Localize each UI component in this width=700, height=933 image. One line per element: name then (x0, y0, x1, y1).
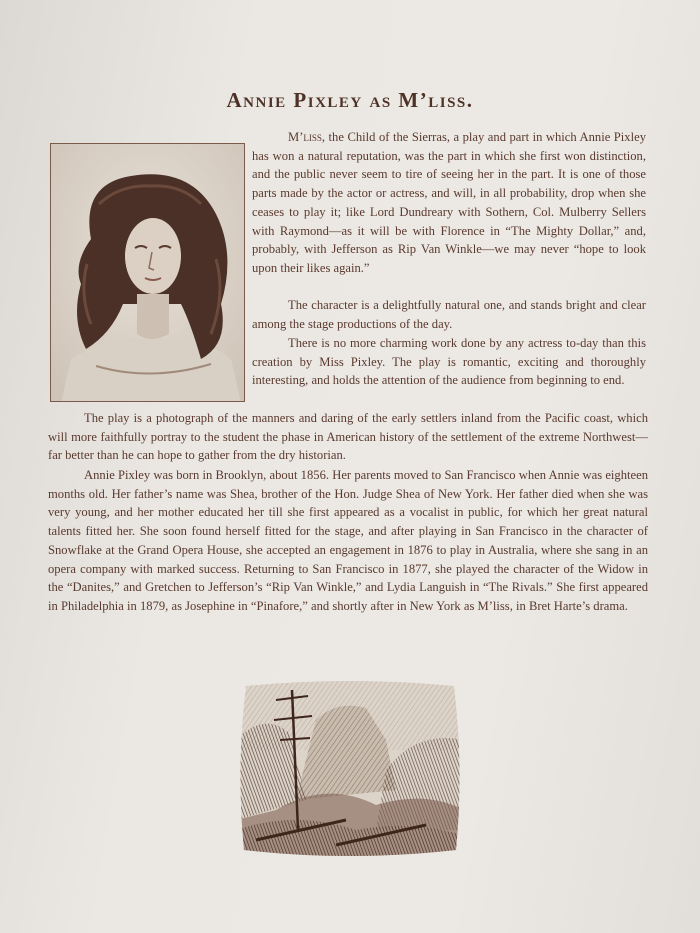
paragraph-intro-text: the Child of the Sierras, a play and part in which Annie Pixley has won a natural reputation, was the part in which she first won distinction, and the public never seem to tire of seeing her in the part. It is one of those parts made by the actor or actress, and will, in all probability, drop when she ceases to play it; like Lord Dundreary with Sothern, Col. Mulberry Sellers with Raymond—as it will be with Florence in “The Mighty Dollar,” and, probably, with Jefferson as Rip Van Winkle—we may never “hope to look upon their likes again.” (252, 130, 646, 275)
paragraph-photograph (48, 409, 648, 465)
portrait-illustration (51, 144, 245, 402)
paragraph-intro-lead: M’liss, (288, 130, 326, 144)
paragraph-biography-text: Annie Pixley was born in Brooklyn, about 1856. Her parents moved to San Francisco when Annie was eighteen months old. Her father’s name was Shea, brother of the Hon. Judge Shea of New York. Her father died when she was very young, and her mother educated her till she first appeared as a vocalist in public, for which her great natural talents fitted her. She soon found herself fitted for the stage, and after playing in San Francisco in the character of Snowflake at the Grand Opera House, she accepted an engagement in 1876 to play in Australia, where she sang in an opera company with marked success. Returning to San Francisco in 1877, she played the character of the Widow in the “Danites,” and Gretchen to Jefferson’s “Rip Van Winkle,” and Lydia Languish in “The Rivals.” She first appeared in Philadelphia in 1879, as Josephine in “Pinafore,” and shortly after in New York as M’liss, in Bret Harte’s drama. (48, 468, 648, 613)
landscape-engraving (236, 680, 464, 858)
paragraph-charming (252, 334, 646, 390)
paragraph-biography (48, 466, 648, 616)
page-title: Annie Pixley as M’liss. (226, 88, 474, 113)
paragraph-charming-text: There is no more charming work done by any actress to-day than this creation by Miss Pixley. The play is romantic, exciting and thoroughly interesting, and holds the attention of the audience from beginning to end. (252, 336, 646, 388)
mountain-scene-illustration (236, 680, 464, 858)
paragraph-character-text: The character is a delightfully natural one, and stands bright and clear among the stage productions of the day. (252, 298, 646, 331)
paragraph-photograph-text: The play is a photograph of the manners and daring of the early settlers inland from the Pacific coast, which will more faithfully portray to the student the phase in American history of the settlement of the extreme Northwest—far better than he can hope to gather from the dry historian. (48, 411, 648, 463)
paragraph-intro (252, 128, 646, 278)
portrait-photo (50, 143, 245, 402)
paragraph-character (252, 296, 646, 333)
